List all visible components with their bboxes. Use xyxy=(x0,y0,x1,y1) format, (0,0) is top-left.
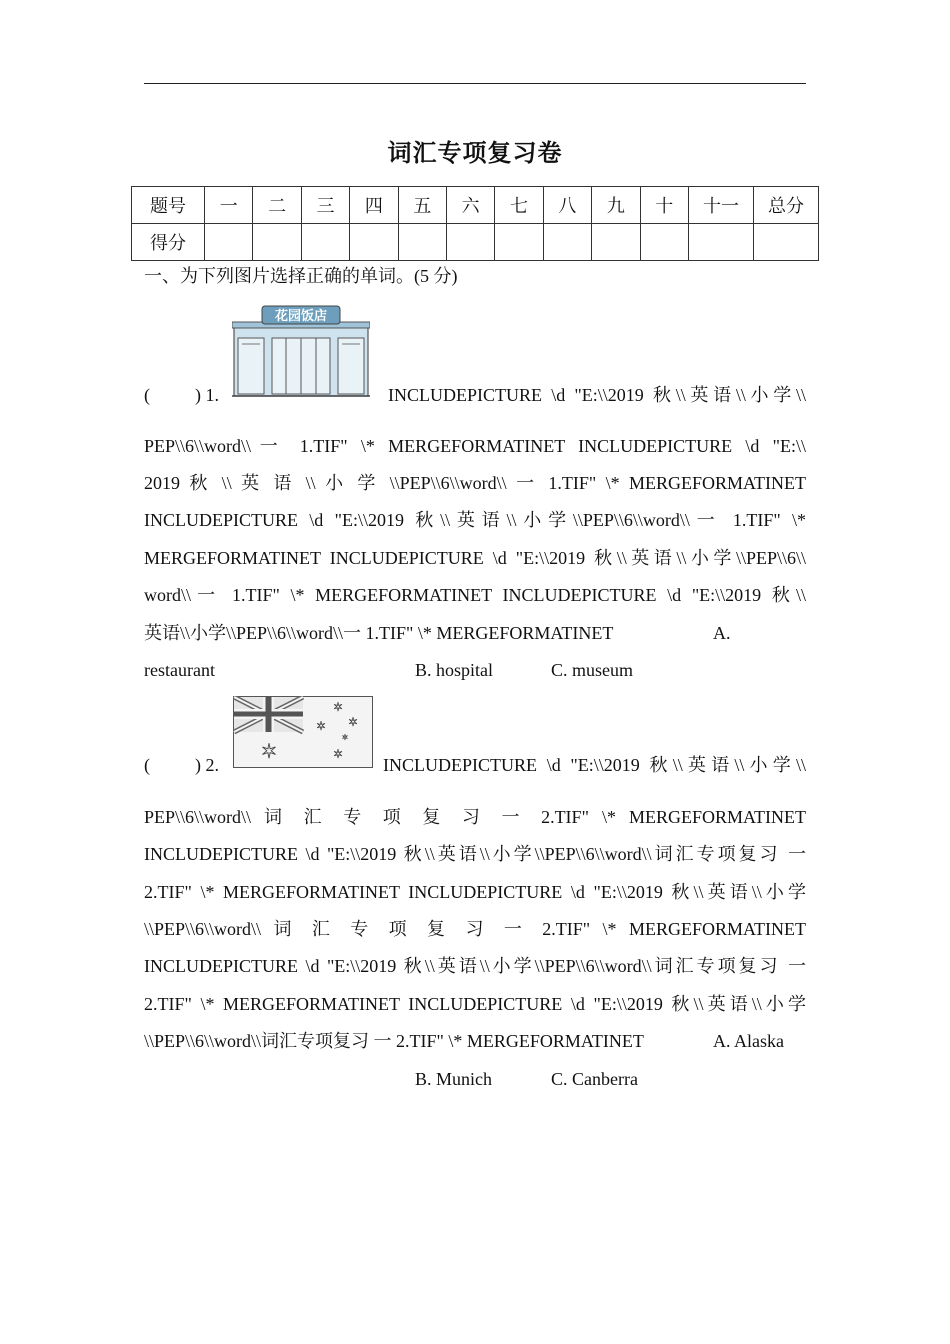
score-header-cell: 九 xyxy=(592,187,640,224)
score-header-cell: 十 xyxy=(640,187,688,224)
small-star-icon: ✶ xyxy=(341,733,349,742)
page-title: 词汇专项复习卷 xyxy=(387,141,563,167)
score-table-score-row xyxy=(132,224,819,261)
score-input-cell[interactable] xyxy=(754,224,819,261)
hotel-building-image xyxy=(232,304,370,398)
q2-option-b: B. Munich xyxy=(415,1069,493,1089)
q1-option-a-word: restaurant xyxy=(144,660,215,680)
score-header-cell: 总分 xyxy=(754,187,819,224)
score-input-cell[interactable] xyxy=(350,224,398,261)
score-input-cell[interactable] xyxy=(446,224,494,261)
score-input-cell[interactable] xyxy=(592,224,640,261)
q1-option-b: B. hospital xyxy=(415,660,494,680)
score-input-cell[interactable] xyxy=(253,224,301,261)
q1-text-line: 2019 秋 \\ 英 语 \\ 小 学 \\PEP\\6\\word\\ 一 1.TIF" \* MERGEFORMATINET xyxy=(144,473,806,493)
score-header-cell: 三 xyxy=(301,187,349,224)
q1-text-line: word\\一 1.TIF" \* MERGEFORMATINET INCLUDEPICTURE \d "E:\\2019 秋\\ xyxy=(144,585,806,605)
question-number-1: ) 1. xyxy=(195,385,219,405)
score-header-cell: 八 xyxy=(543,187,591,224)
star-icon: ✶ xyxy=(332,747,344,761)
answer-paren-open: ( xyxy=(144,755,150,775)
star-icon: ✶ xyxy=(315,719,327,733)
q2-text-line: \\PEP\\6\\word\\ 词 汇 专 项 复 习 一 2.TIF" \* MERGEFORMATINET xyxy=(144,919,806,939)
q2-text-line: INCLUDEPICTURE \d "E:\\2019 秋\\英语\\小学\\ xyxy=(383,755,806,775)
q2-option-c: C. Canberra xyxy=(551,1069,638,1089)
australia-flag-image xyxy=(233,696,373,768)
score-header-cell: 题号 xyxy=(132,187,205,224)
q1-text-line: 英语\\小学\\PEP\\6\\word\\一 1.TIF" \* MERGEFORMATINET xyxy=(144,623,614,643)
q2-text-line: 2.TIF" \* MERGEFORMATINET INCLUDEPICTURE \d "E:\\2019 秋\\英语\\小学 xyxy=(144,882,806,902)
q1-option-c: C. museum xyxy=(551,660,634,680)
score-input-cell[interactable] xyxy=(205,224,253,261)
score-header-cell: 二 xyxy=(253,187,301,224)
q2-text-line: INCLUDEPICTURE \d "E:\\2019 秋\\英语\\小学\\PEP\\6\\word\\词汇专项复习 一 xyxy=(144,956,806,976)
large-star-icon: ✶ xyxy=(260,739,278,763)
score-header-cell: 一 xyxy=(205,187,253,224)
q1-text-line: PEP\\6\\word\\一 1.TIF" \* MERGEFORMATINET INCLUDEPICTURE \d "E:\\ xyxy=(144,436,806,456)
score-input-cell[interactable] xyxy=(398,224,446,261)
q2-text-line: \\PEP\\6\\word\\词汇专项复习 一 2.TIF" \* MERGEFORMATINET xyxy=(144,1031,644,1051)
q1-text-line: INCLUDEPICTURE \d "E:\\2019 秋\\英语\\小学\\PEP\\6\\word\\一 1.TIF" \* xyxy=(144,510,806,530)
score-input-cell[interactable] xyxy=(495,224,543,261)
score-table-header-row xyxy=(132,187,819,224)
score-header-cell: 四 xyxy=(350,187,398,224)
score-header-cell: 六 xyxy=(446,187,494,224)
score-header-cell: 十一 xyxy=(689,187,754,224)
score-row-label: 得分 xyxy=(132,224,205,261)
score-input-cell[interactable] xyxy=(640,224,688,261)
star-icon: ✶ xyxy=(332,700,344,714)
q1-option-a-label: A. xyxy=(713,623,731,643)
q2-text-line: INCLUDEPICTURE \d "E:\\2019 秋\\英语\\小学\\PEP\\6\\word\\词汇专项复习 一 xyxy=(144,844,806,864)
score-input-cell[interactable] xyxy=(301,224,349,261)
score-header-cell: 七 xyxy=(495,187,543,224)
q2-text-line: PEP\\6\\word\\ 词 汇 专 项 复 习 一 2.TIF" \* MERGEFORMATINET xyxy=(144,807,806,827)
answer-paren-open: ( xyxy=(144,385,150,405)
section-heading: 一、为下列图片选择正确的单词。(5 分) xyxy=(144,266,458,286)
score-table xyxy=(131,186,819,261)
header-rule xyxy=(144,83,806,84)
q1-text-line: INCLUDEPICTURE \d "E:\\2019 秋\\英语\\小学\\ xyxy=(388,385,806,405)
q2-option-a: A. Alaska xyxy=(713,1031,784,1051)
q1-text-line: MERGEFORMATINET INCLUDEPICTURE \d "E:\\2019 秋\\英语\\小学\\PEP\\6\\ xyxy=(144,548,806,568)
q2-text-line: 2.TIF" \* MERGEFORMATINET INCLUDEPICTURE \d "E:\\2019 秋\\英语\\小学 xyxy=(144,994,806,1014)
question-number-2: ) 2. xyxy=(195,755,219,775)
score-header-cell: 五 xyxy=(398,187,446,224)
score-input-cell[interactable] xyxy=(543,224,591,261)
hotel-sign-text: 花园饭店 xyxy=(274,309,328,324)
score-input-cell[interactable] xyxy=(689,224,754,261)
star-icon: ✶ xyxy=(347,715,359,729)
